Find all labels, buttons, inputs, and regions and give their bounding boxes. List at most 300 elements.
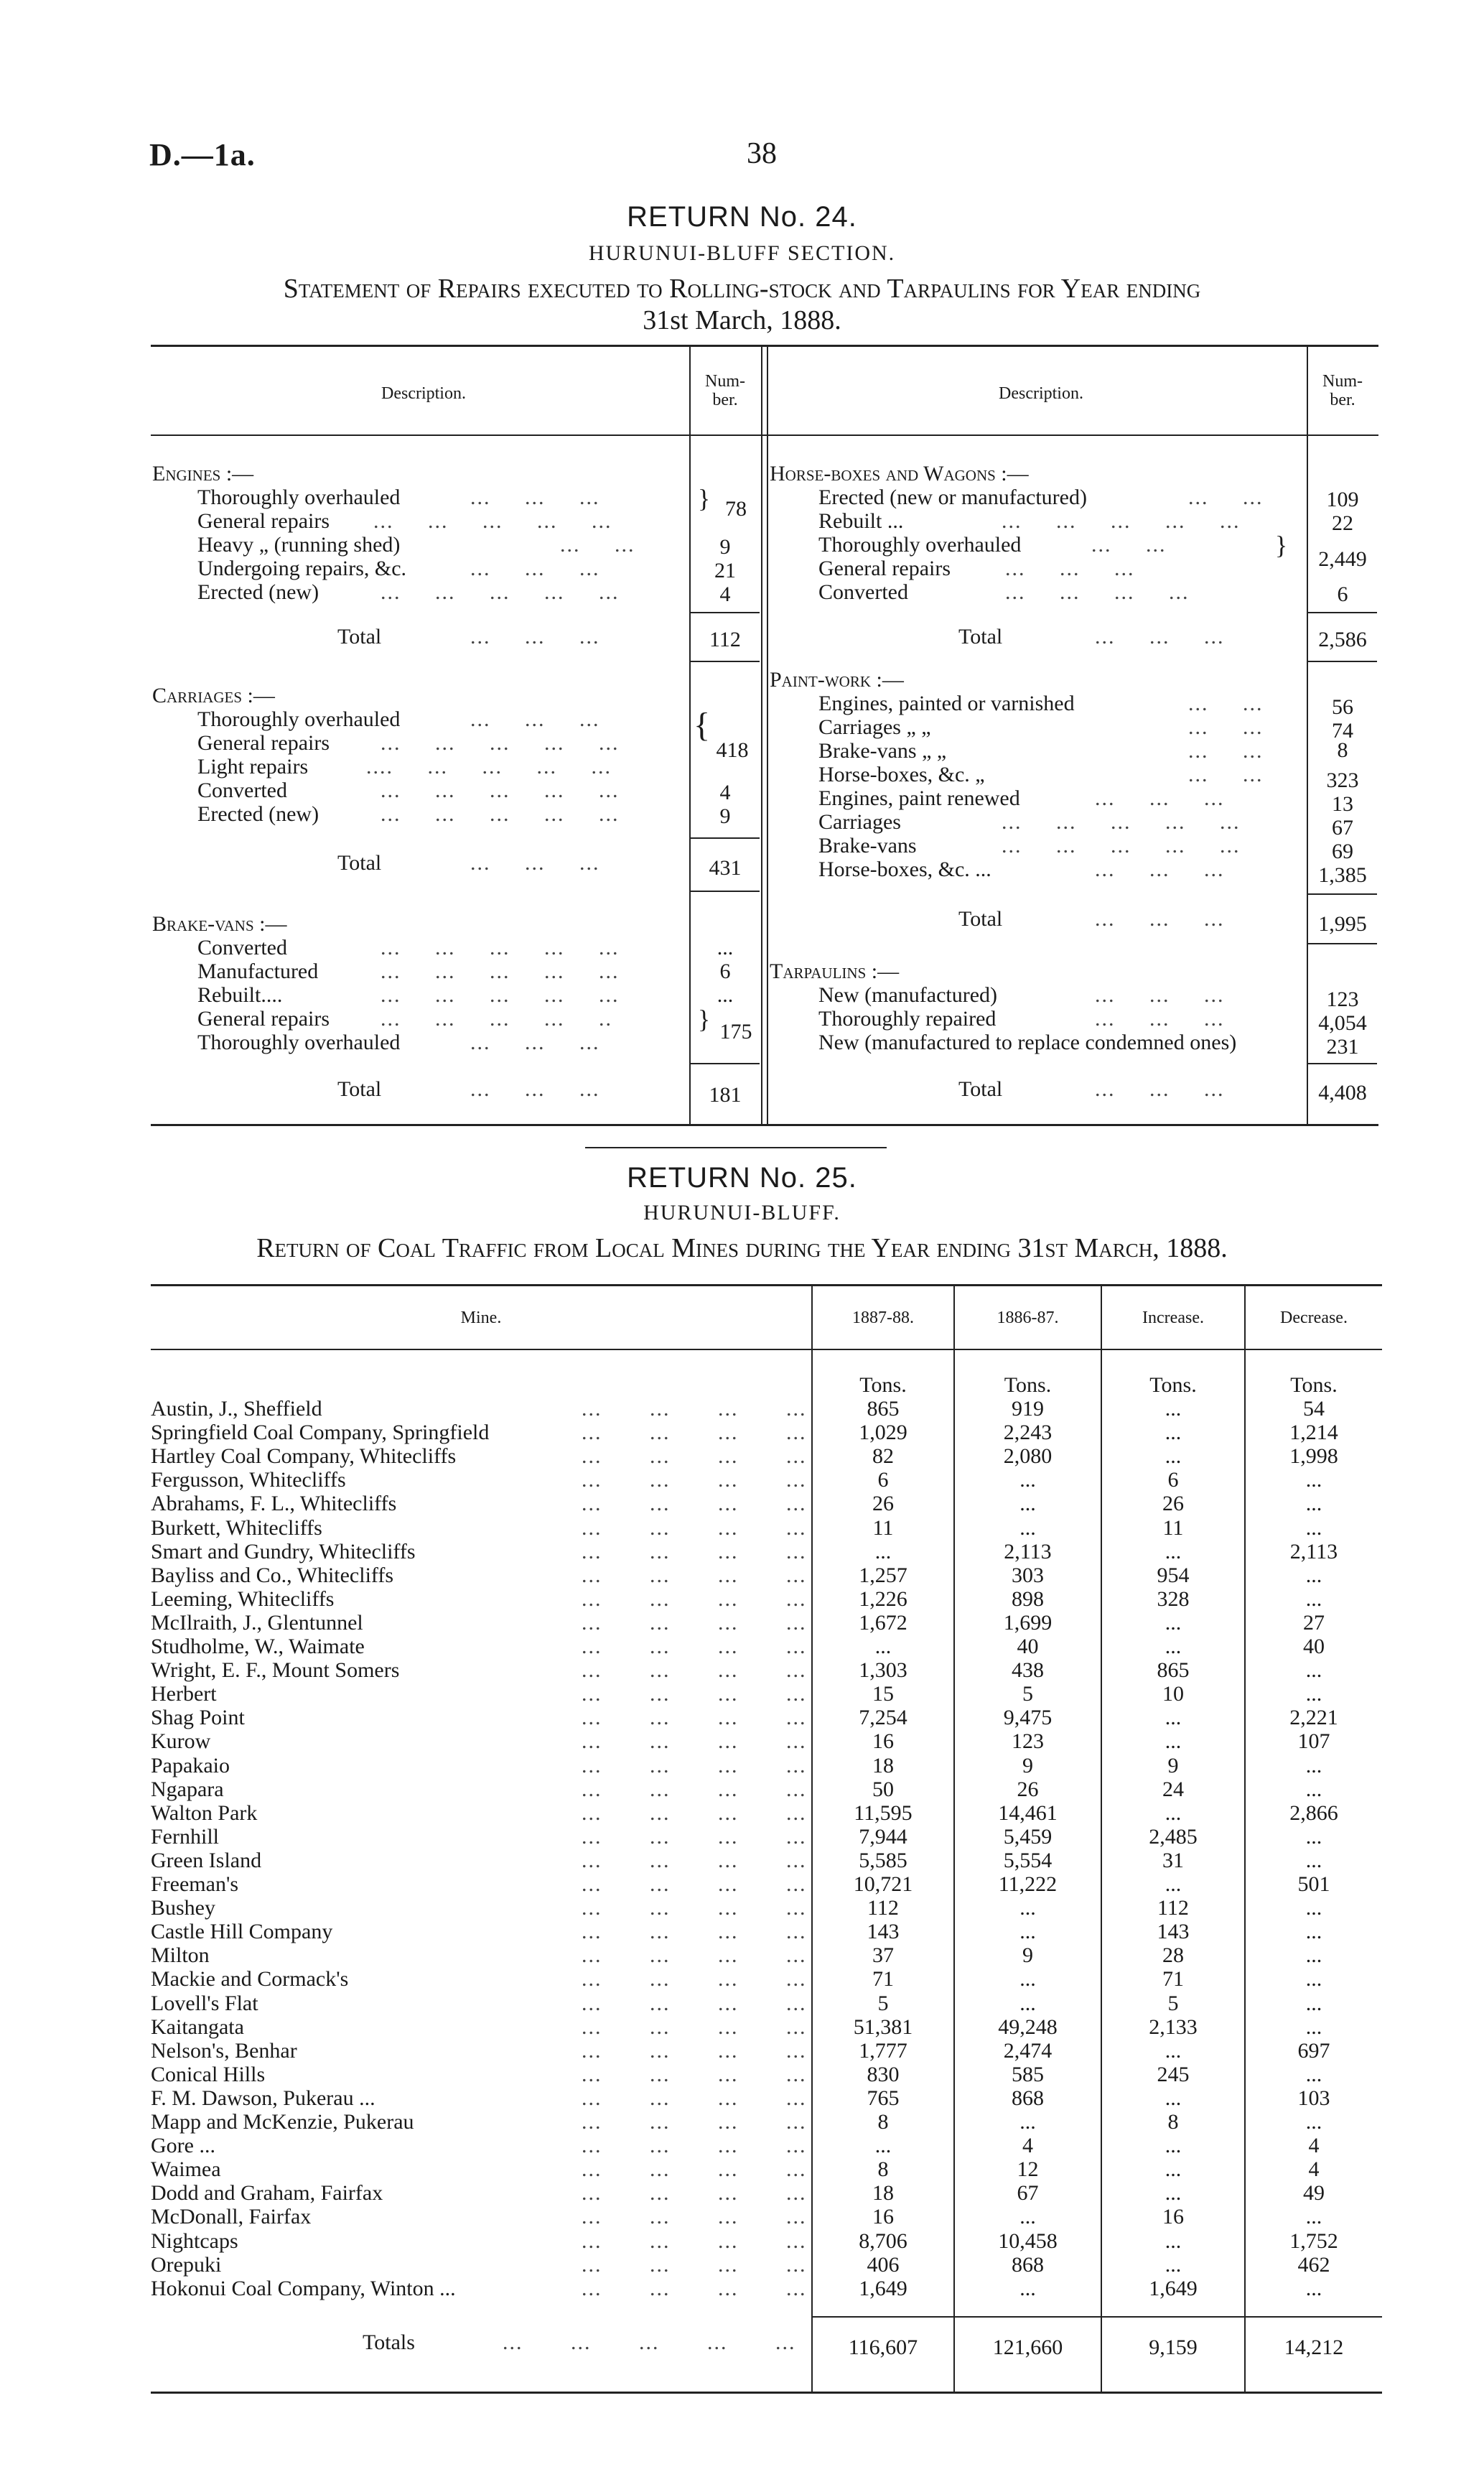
cell-increase: 8 bbox=[1167, 2110, 1179, 2134]
paintwork-value-5: 67 bbox=[1332, 816, 1353, 840]
cell-decrease: ... bbox=[1305, 2205, 1322, 2229]
list-item: Converted bbox=[197, 936, 287, 959]
return25-caption: Return of Coal Traffic from Local Mines during the Year ending 31st March, 1888. bbox=[256, 1233, 1228, 1263]
return25-title: RETURN No. 25. bbox=[627, 1162, 857, 1194]
engines-value-heavy: 9 bbox=[719, 535, 731, 559]
cell-1887-88: 406 bbox=[867, 2253, 900, 2277]
cell-increase: ... bbox=[1165, 1421, 1182, 1444]
cell-1886-87: 868 bbox=[1012, 2253, 1044, 2277]
brakevans-value-manufactured: 6 bbox=[719, 959, 731, 983]
cell-1886-87: 2,113 bbox=[1004, 1540, 1052, 1563]
cell-1887-88: 82 bbox=[872, 1444, 894, 1468]
cell-1887-88: 18 bbox=[872, 1754, 894, 1777]
cell-decrease: 2,221 bbox=[1289, 1706, 1338, 1729]
cell-1886-87: ... bbox=[1019, 2110, 1036, 2134]
cell-1887-88: 5 bbox=[877, 1992, 889, 2015]
cell-increase: ... bbox=[1165, 1540, 1182, 1563]
mine-name: Mapp and McKenzie, Pukerau bbox=[151, 2110, 414, 2134]
engines-value-undergoing: 21 bbox=[714, 559, 736, 582]
list-item: Erected (new) bbox=[197, 802, 319, 826]
list-item: Rebuilt.... bbox=[197, 983, 283, 1007]
cell-1887-88: 7,944 bbox=[859, 1825, 907, 1849]
cell-1886-87: 12 bbox=[1017, 2157, 1039, 2181]
cell-decrease: ... bbox=[1305, 2277, 1322, 2300]
list-item: New (manufactured) bbox=[818, 983, 998, 1007]
mine-name: Fernhill bbox=[151, 1825, 219, 1849]
cell-1887-88: 18 bbox=[872, 2181, 894, 2205]
cell-increase: ... bbox=[1165, 1872, 1182, 1896]
cell-increase: ... bbox=[1165, 2086, 1182, 2110]
cell-decrease: ... bbox=[1305, 1682, 1322, 1706]
list-item: Thoroughly overhauled bbox=[818, 533, 1022, 557]
cell-1886-87: 67 bbox=[1017, 2181, 1039, 2205]
r25-header-rule bbox=[151, 1349, 1382, 1350]
brakevans-total: 181 bbox=[709, 1083, 742, 1107]
mine-name: Kurow bbox=[151, 1729, 211, 1753]
list-item: Horse-boxes, &c. „ bbox=[818, 763, 985, 786]
mine-name: Wright, E. F., Mount Somers bbox=[151, 1658, 400, 1682]
r25-col-1886-87: 1886-87. bbox=[997, 1309, 1059, 1327]
cell-1887-88: 10,721 bbox=[853, 1872, 913, 1896]
cell-1886-87: 4 bbox=[1022, 2134, 1033, 2157]
cell-increase: ... bbox=[1165, 2181, 1182, 2205]
engines-total-label: Total bbox=[337, 625, 382, 649]
list-item: General repairs bbox=[197, 1007, 330, 1031]
cell-1886-87: ... bbox=[1019, 1516, 1036, 1540]
cell-increase: 954 bbox=[1157, 1563, 1190, 1587]
brakevans-value-rebuilt: ... bbox=[717, 983, 734, 1007]
cell-decrease: ... bbox=[1305, 1516, 1322, 1540]
cell-1887-88: 112 bbox=[867, 1896, 899, 1920]
return25-section: HURUNUI-BLUFF. bbox=[643, 1201, 841, 1224]
mine-name: Lovell's Flat bbox=[151, 1992, 258, 2015]
engines-value-erected: 4 bbox=[719, 582, 731, 606]
cell-increase: ... bbox=[1165, 2039, 1182, 2063]
mine-name: Herbert bbox=[151, 1682, 217, 1706]
cell-decrease: 4 bbox=[1308, 2134, 1320, 2157]
r25-bottom-rule bbox=[151, 2392, 1382, 2394]
cell-decrease: 1,998 bbox=[1289, 1444, 1338, 1468]
cell-increase: ... bbox=[1165, 1635, 1182, 1658]
cell-decrease: ... bbox=[1305, 1563, 1322, 1587]
mine-name: McIlraith, J., Glentunnel bbox=[151, 1611, 363, 1635]
cell-decrease: ... bbox=[1305, 1777, 1322, 1801]
r24-header-rule bbox=[151, 434, 1378, 436]
cell-decrease: 49 bbox=[1303, 2181, 1325, 2205]
list-item: Rebuilt ... bbox=[818, 509, 904, 533]
paintwork-total: 1,995 bbox=[1318, 912, 1367, 936]
mine-name: Waimea bbox=[151, 2157, 221, 2181]
carriages-value-erected: 9 bbox=[719, 804, 731, 828]
cell-1887-88: 8,706 bbox=[859, 2229, 907, 2253]
cell-increase: ... bbox=[1165, 2134, 1182, 2157]
cell-1887-88: 865 bbox=[867, 1397, 900, 1421]
list-item: General repairs bbox=[197, 731, 330, 755]
tarpaulins-heading: Tarpaulins :— bbox=[770, 959, 900, 983]
cell-decrease: 103 bbox=[1297, 2086, 1330, 2110]
cell-increase: 16 bbox=[1162, 2205, 1184, 2229]
cell-increase: 9 bbox=[1167, 1754, 1179, 1777]
mine-name: Ngapara bbox=[151, 1777, 224, 1801]
cell-increase: ... bbox=[1165, 1611, 1182, 1635]
mine-name: Burkett, Whitecliffs bbox=[151, 1516, 322, 1540]
list-item: Brake-vans bbox=[818, 834, 917, 858]
r25-col-increase: Increase. bbox=[1142, 1309, 1204, 1327]
cell-1886-87: 5 bbox=[1022, 1682, 1033, 1706]
r25-col-decrease: Decrease. bbox=[1280, 1309, 1348, 1327]
mine-name: Hokonui Coal Company, Winton ... bbox=[151, 2277, 456, 2300]
cell-increase: 865 bbox=[1157, 1658, 1190, 1682]
mine-name: Springfield Coal Company, Springfield bbox=[151, 1421, 490, 1444]
r25-total-increase: 9,159 bbox=[1149, 2336, 1198, 2359]
cell-1886-87: 2,474 bbox=[1003, 2039, 1053, 2063]
cell-1886-87: 123 bbox=[1012, 1729, 1044, 1753]
cell-1887-88: 1,257 bbox=[859, 1563, 907, 1587]
r24-vline-2 bbox=[761, 346, 762, 1124]
cell-increase: 28 bbox=[1162, 1943, 1184, 1967]
return24-caption-line2: 31st March, 1888. bbox=[643, 305, 841, 335]
brakevans-total-label: Total bbox=[337, 1077, 382, 1101]
r25-total-decrease: 14,212 bbox=[1284, 2336, 1344, 2359]
list-item: General repairs bbox=[197, 509, 330, 533]
list-item: Converted bbox=[818, 580, 908, 604]
cell-1887-88: 15 bbox=[872, 1682, 894, 1706]
mine-name: Gore ... bbox=[151, 2134, 215, 2157]
cell-increase: ... bbox=[1165, 1397, 1182, 1421]
cell-increase: 6 bbox=[1167, 1468, 1179, 1492]
cell-increase: 5 bbox=[1167, 1992, 1179, 2015]
cell-decrease: ... bbox=[1305, 1896, 1322, 1920]
horseboxes-total: 2,586 bbox=[1318, 628, 1367, 651]
cell-1887-88: ... bbox=[874, 1635, 892, 1658]
engines-heading: Engines :— bbox=[152, 462, 254, 485]
cell-increase: ... bbox=[1165, 2253, 1182, 2277]
tarpaulins-value-repaired: 4,054 bbox=[1318, 1011, 1367, 1035]
tarpaulins-value-replace: 231 bbox=[1326, 1035, 1359, 1059]
cell-increase: 11 bbox=[1162, 1516, 1184, 1540]
mine-name: Abrahams, F. L., Whitecliffs bbox=[151, 1492, 397, 1515]
cell-1887-88: 50 bbox=[872, 1777, 894, 1801]
cell-1887-88: 16 bbox=[872, 1729, 894, 1753]
cell-1887-88: 765 bbox=[867, 2086, 900, 2110]
cell-increase: ... bbox=[1165, 2229, 1182, 2253]
cell-1887-88: 8 bbox=[877, 2110, 889, 2134]
list-item: Converted bbox=[197, 779, 287, 802]
carriages-total: 431 bbox=[709, 856, 742, 880]
cell-1886-87: 438 bbox=[1012, 1658, 1044, 1682]
cell-1886-87: ... bbox=[1019, 1920, 1036, 1943]
mine-name: Leeming, Whitecliffs bbox=[151, 1587, 335, 1611]
mine-name: Austin, J., Sheffield bbox=[151, 1397, 322, 1421]
cell-1886-87: ... bbox=[1019, 1492, 1036, 1515]
cell-decrease: 27 bbox=[1303, 1611, 1325, 1635]
tarpaulins-total-label: Total bbox=[958, 1077, 1003, 1101]
cell-decrease: 2,866 bbox=[1289, 1801, 1338, 1825]
cell-1887-88: 8 bbox=[877, 2157, 889, 2181]
paintwork-heading: Paint-work :— bbox=[770, 668, 904, 692]
list-item: Engines, painted or varnished bbox=[818, 692, 1075, 715]
cell-1886-87: 868 bbox=[1012, 2086, 1044, 2110]
r24-top-rule bbox=[151, 345, 1378, 347]
cell-1887-88: 830 bbox=[867, 2063, 900, 2086]
cell-increase: 2,485 bbox=[1149, 1825, 1198, 1849]
carriages-value-converted: 4 bbox=[719, 781, 731, 804]
mine-name: Papakaio bbox=[151, 1754, 230, 1777]
list-item: Manufactured bbox=[197, 959, 319, 983]
cell-increase: 112 bbox=[1157, 1896, 1189, 1920]
cell-increase: ... bbox=[1165, 1801, 1182, 1825]
engines-value-overhaul-general: 78 bbox=[725, 497, 747, 521]
brakevans-value-repairs: 175 bbox=[719, 1020, 752, 1044]
document-code: D.—1a. bbox=[149, 137, 256, 172]
cell-1886-87: 5,459 bbox=[1003, 1825, 1053, 1849]
r24-col-number-right: Num- ber. bbox=[1322, 372, 1363, 409]
mine-name: Conical Hills bbox=[151, 2063, 266, 2086]
cell-decrease: 697 bbox=[1297, 2039, 1330, 2063]
cell-increase: 10 bbox=[1162, 1682, 1184, 1706]
cell-1886-87: 898 bbox=[1012, 1587, 1044, 1611]
list-item: Erected (new or manufactured) bbox=[818, 485, 1087, 509]
list-item: Brake-vans „ „ bbox=[818, 739, 947, 763]
cell-increase: 1,649 bbox=[1149, 2277, 1198, 2300]
cell-increase: 31 bbox=[1162, 1849, 1184, 1872]
horseboxes-total-label: Total bbox=[958, 625, 1003, 649]
cell-1887-88: 26 bbox=[872, 1492, 894, 1515]
horseboxes-value-converted: 6 bbox=[1337, 582, 1348, 606]
cell-1887-88: 1,226 bbox=[859, 1587, 907, 1611]
horseboxes-value-erected: 109 bbox=[1326, 488, 1359, 511]
cell-1887-88: 1,029 bbox=[859, 1421, 907, 1444]
r25-unit-1887-88: Tons. bbox=[859, 1373, 907, 1397]
carriages-value-repairs: 418 bbox=[716, 738, 749, 762]
r25-col-1887-88: 1887-88. bbox=[852, 1309, 914, 1327]
mine-name: Green Island bbox=[151, 1849, 262, 1872]
cell-1887-88: 7,254 bbox=[859, 1706, 907, 1729]
mine-name: McDonall, Fairfax bbox=[151, 2205, 312, 2229]
tarpaulins-value-new: 123 bbox=[1326, 987, 1359, 1011]
cell-1886-87: 919 bbox=[1012, 1397, 1044, 1421]
cell-decrease: ... bbox=[1305, 1920, 1322, 1943]
cell-1886-87: 10,458 bbox=[998, 2229, 1058, 2253]
cell-increase: ... bbox=[1165, 1729, 1182, 1753]
cell-1887-88: 5,585 bbox=[859, 1849, 907, 1872]
mine-name: Studholme, W., Waimate bbox=[151, 1635, 365, 1658]
cell-decrease: 40 bbox=[1303, 1635, 1325, 1658]
paintwork-value-0: 56 bbox=[1332, 695, 1353, 719]
paintwork-value-3: 323 bbox=[1326, 768, 1359, 792]
cell-1887-88: 11 bbox=[872, 1516, 894, 1540]
cell-decrease: ... bbox=[1305, 1943, 1322, 1967]
r25-unit-1886-87: Tons. bbox=[1004, 1373, 1052, 1397]
r24-col-description-left: Description. bbox=[381, 384, 466, 403]
horseboxes-value-rebuilt: 22 bbox=[1332, 511, 1353, 535]
cell-1887-88: 143 bbox=[867, 1920, 900, 1943]
cell-1886-87: 303 bbox=[1012, 1563, 1044, 1587]
paintwork-value-2: 8 bbox=[1337, 738, 1348, 762]
r25-unit-decrease: Tons. bbox=[1290, 1373, 1338, 1397]
list-item: Thoroughly overhauled bbox=[197, 1031, 401, 1054]
cell-decrease: ... bbox=[1305, 2063, 1322, 2086]
list-item: Thoroughly repaired bbox=[818, 1007, 997, 1031]
list-item: Thoroughly overhauled bbox=[197, 707, 401, 731]
cell-1886-87: ... bbox=[1019, 1967, 1036, 1991]
return24-caption-line1: Statement of Repairs executed to Rolling-stock and Tarpaulins for Year ending bbox=[283, 274, 1201, 304]
mine-name: Kaitangata bbox=[151, 2015, 244, 2039]
cell-1887-88: 1,777 bbox=[859, 2039, 907, 2063]
r25-top-rule bbox=[151, 1284, 1382, 1286]
cell-1886-87: ... bbox=[1019, 2205, 1036, 2229]
cell-decrease: 107 bbox=[1297, 1729, 1330, 1753]
cell-increase: ... bbox=[1165, 1706, 1182, 1729]
paintwork-total-label: Total bbox=[958, 907, 1003, 931]
cell-decrease: 2,113 bbox=[1289, 1540, 1338, 1563]
horseboxes-value-repairs: 2,449 bbox=[1318, 547, 1367, 571]
cell-1887-88: 51,381 bbox=[853, 2015, 913, 2039]
cell-decrease: ... bbox=[1305, 1825, 1322, 1849]
r25-total-1886-87: 121,660 bbox=[992, 2336, 1063, 2359]
cell-1886-87: ... bbox=[1019, 1896, 1036, 1920]
cell-1886-87: 2,243 bbox=[1003, 1421, 1053, 1444]
cell-decrease: 54 bbox=[1303, 1397, 1325, 1421]
mine-name: F. M. Dawson, Pukerau ... bbox=[151, 2086, 375, 2110]
r24-bottom-rule bbox=[151, 1124, 1378, 1126]
cell-increase: 143 bbox=[1157, 1920, 1190, 1943]
cell-1886-87: 49,248 bbox=[998, 2015, 1058, 2039]
list-item: Thoroughly overhauled bbox=[197, 485, 401, 509]
r25-col-mine: Mine. bbox=[460, 1309, 502, 1327]
cell-1886-87: 1,699 bbox=[1003, 1611, 1053, 1635]
mine-name: Bushey bbox=[151, 1896, 215, 1920]
cell-increase: 328 bbox=[1157, 1587, 1190, 1611]
list-item: Engines, paint renewed bbox=[818, 786, 1020, 810]
paintwork-value-1: 74 bbox=[1332, 719, 1353, 743]
cell-decrease: ... bbox=[1305, 1468, 1322, 1492]
r24-col-number-left: Num- ber. bbox=[705, 372, 745, 409]
list-item: Horse-boxes, &c. ... bbox=[818, 858, 991, 881]
cell-increase: 26 bbox=[1162, 1492, 1184, 1515]
cell-decrease: ... bbox=[1305, 1492, 1322, 1515]
cell-1886-87: 5,554 bbox=[1003, 1849, 1053, 1872]
cell-decrease: ... bbox=[1305, 1658, 1322, 1682]
mine-name: Orepuki bbox=[151, 2253, 222, 2277]
r25-separator bbox=[585, 1147, 887, 1148]
mine-name: Shag Point bbox=[151, 1706, 245, 1729]
brakevans-heading: Brake-vans :— bbox=[152, 912, 287, 936]
cell-decrease: 501 bbox=[1297, 1872, 1330, 1896]
mine-name: Milton bbox=[151, 1943, 210, 1967]
return24-section: HURUNUI-BLUFF SECTION. bbox=[588, 241, 896, 265]
cell-decrease: 1,752 bbox=[1289, 2229, 1338, 2253]
cell-decrease: ... bbox=[1305, 2110, 1322, 2134]
list-item: Carriages „ „ bbox=[818, 715, 931, 739]
cell-decrease: ... bbox=[1305, 1754, 1322, 1777]
paintwork-value-6: 69 bbox=[1332, 840, 1353, 863]
r25-total-1887-88: 116,607 bbox=[848, 2336, 918, 2359]
cell-1886-87: 9,475 bbox=[1003, 1706, 1053, 1729]
mine-name: Freeman's bbox=[151, 1872, 239, 1896]
engines-total: 112 bbox=[709, 628, 741, 651]
mine-name: Castle Hill Company bbox=[151, 1920, 333, 1943]
cell-increase: 245 bbox=[1157, 2063, 1190, 2086]
cell-increase: ... bbox=[1165, 2157, 1182, 2181]
mine-name: Dodd and Graham, Fairfax bbox=[151, 2181, 383, 2205]
cell-decrease: ... bbox=[1305, 1849, 1322, 1872]
list-item: New (manufactured to replace condemned ones) bbox=[818, 1031, 1237, 1054]
return24-title: RETURN No. 24. bbox=[627, 201, 857, 233]
cell-increase: 71 bbox=[1162, 1967, 1184, 1991]
cell-increase: ... bbox=[1165, 1444, 1182, 1468]
cell-1886-87: 26 bbox=[1017, 1777, 1039, 1801]
cell-1887-88: 11,595 bbox=[854, 1801, 913, 1825]
page-number: 38 bbox=[747, 137, 777, 170]
cell-1886-87: 40 bbox=[1017, 1635, 1039, 1658]
cell-1887-88: 6 bbox=[877, 1468, 889, 1492]
r24-vline-1 bbox=[689, 346, 691, 1124]
cell-decrease: 4 bbox=[1308, 2157, 1320, 2181]
cell-decrease: ... bbox=[1305, 1992, 1322, 2015]
cell-1887-88: ... bbox=[874, 2134, 892, 2157]
list-item: Carriages bbox=[818, 810, 901, 834]
cell-1887-88: 37 bbox=[872, 1943, 894, 1967]
cell-1886-87: 585 bbox=[1012, 2063, 1044, 2086]
cell-1886-87: ... bbox=[1019, 1992, 1036, 2015]
mine-name: Hartley Coal Company, Whitecliffs bbox=[151, 1444, 457, 1468]
cell-1887-88: 1,649 bbox=[859, 2277, 907, 2300]
cell-increase: 24 bbox=[1162, 1777, 1184, 1801]
cell-1887-88: 16 bbox=[872, 2205, 894, 2229]
list-item: Light repairs bbox=[197, 755, 309, 779]
list-item: Heavy „ (running shed) bbox=[197, 533, 401, 557]
mine-name: Bayliss and Co., Whitecliffs bbox=[151, 1563, 394, 1587]
cell-decrease: 462 bbox=[1297, 2253, 1330, 2277]
cell-1887-88: ... bbox=[874, 1540, 892, 1563]
paintwork-value-4: 13 bbox=[1332, 792, 1353, 816]
carriages-heading: Carriages :— bbox=[152, 684, 275, 707]
cell-decrease: ... bbox=[1305, 1587, 1322, 1611]
cell-1886-87: ... bbox=[1019, 2277, 1036, 2300]
cell-1887-88: 1,303 bbox=[859, 1658, 907, 1682]
mine-name: Walton Park bbox=[151, 1801, 258, 1825]
mine-name: Nelson's, Benhar bbox=[151, 2039, 297, 2063]
r24-col-description-right: Description. bbox=[999, 384, 1083, 403]
carriages-total-label: Total bbox=[337, 851, 382, 875]
cell-1886-87: 2,080 bbox=[1003, 1444, 1053, 1468]
mine-name: Fergusson, Whitecliffs bbox=[151, 1468, 346, 1492]
cell-1886-87: 9 bbox=[1022, 1754, 1033, 1777]
mine-name: Mackie and Cormack's bbox=[151, 1967, 349, 1991]
tarpaulins-total: 4,408 bbox=[1318, 1081, 1367, 1105]
mine-name: Smart and Gundry, Whitecliffs bbox=[151, 1540, 416, 1563]
cell-decrease: ... bbox=[1305, 2015, 1322, 2039]
r24-vline-3 bbox=[767, 346, 768, 1124]
paintwork-value-7: 1,385 bbox=[1318, 863, 1367, 887]
cell-1886-87: ... bbox=[1019, 1468, 1036, 1492]
horseboxes-heading: Horse-boxes and Wagons :— bbox=[770, 462, 1029, 485]
list-item: General repairs bbox=[818, 557, 951, 580]
list-item: Undergoing repairs, &c. bbox=[197, 557, 407, 580]
cell-1886-87: 11,222 bbox=[998, 1872, 1058, 1896]
cell-decrease: 1,214 bbox=[1289, 1421, 1338, 1444]
cell-1887-88: 71 bbox=[872, 1967, 894, 1991]
cell-1886-87: 9 bbox=[1022, 1943, 1033, 1967]
cell-increase: 2,133 bbox=[1149, 2015, 1198, 2039]
r25-unit-increase: Tons. bbox=[1149, 1373, 1197, 1397]
mine-name: Nightcaps bbox=[151, 2229, 238, 2253]
cell-decrease: ... bbox=[1305, 1967, 1322, 1991]
cell-1887-88: 1,672 bbox=[859, 1611, 907, 1635]
brakevans-value-converted: ... bbox=[717, 936, 734, 959]
cell-1886-87: 14,461 bbox=[998, 1801, 1058, 1825]
